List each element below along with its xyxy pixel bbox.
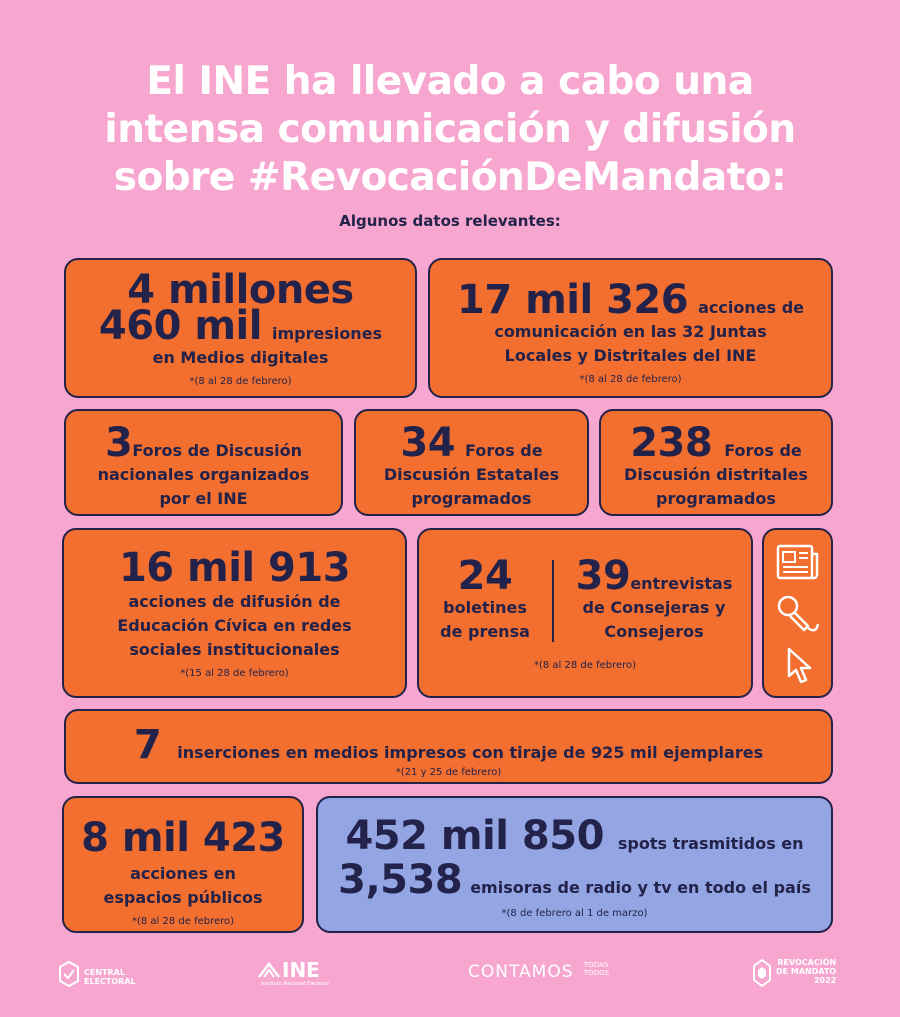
entrevistas-block: [559, 553, 749, 644]
card-espacios-publicos: [62, 796, 304, 933]
card-foros-nacionales: [64, 409, 343, 516]
impresiones-big-1: 4 millones: [127, 267, 354, 313]
foros-estatales-text-1: Foros de: [465, 441, 543, 460]
foros-estatales-text-3: programados: [411, 489, 532, 508]
entrevistas-text-1: entrevistas: [630, 574, 733, 593]
central-electoral-text: [84, 968, 136, 986]
boletines-big: 24: [457, 553, 513, 599]
subtitle: Algunos datos relevantes:: [339, 212, 561, 230]
inserciones-note: *(21 y 25 de febrero): [395, 767, 502, 778]
title-line-1: El INE ha llevado a cabo una: [146, 59, 754, 104]
foros-distritales-text-1: Foros de: [724, 441, 802, 460]
central-electoral-icon: [58, 960, 80, 988]
impresiones-text-1: impresiones: [271, 324, 383, 343]
acciones-comunicacion-note: *(8 al 28 de febrero): [579, 374, 682, 385]
ine-logo-sub: Instituto Nacional Electoral: [261, 981, 329, 987]
difusion-civica-note: *(15 al 28 de febrero): [180, 668, 289, 679]
inserciones-text: inserciones en medios impresos con tiraje de 925 mil ejemplares: [177, 743, 764, 762]
card-acciones-comunicacion: [428, 258, 833, 398]
card-spots: [316, 796, 833, 933]
contamos-logo: [468, 956, 628, 996]
revocacion-line-1: REVOCACIÓN: [777, 958, 837, 967]
foros-estatales-text-2: Discusión Estatales: [383, 465, 560, 484]
acciones-comunicacion-text-1: acciones de: [698, 298, 804, 317]
acciones-comunicacion-text-3: Locales y Distritales del INE: [504, 346, 757, 365]
difusion-civica-text-2: Educación Cívica en redes: [117, 616, 352, 635]
foros-estatales-big: 34: [400, 420, 456, 466]
revocacion-text: [776, 958, 836, 985]
card-foros-estatales: [354, 409, 589, 516]
impresiones-text-2: en Medios digitales: [152, 348, 329, 367]
ine-mark-icon: [258, 962, 280, 978]
foros-nacionales-text-2: nacionales organizados: [97, 465, 310, 484]
spots-text-1: spots trasmitidos en: [617, 834, 804, 853]
foros-distritales-text-3: programados: [656, 489, 776, 508]
revocacion-icon: [752, 958, 772, 988]
contamos-todas: TODAS: [584, 961, 609, 969]
spots-big-1: 452 mil 850: [345, 813, 604, 859]
foros-nacionales-big: 3: [104, 420, 133, 466]
revocacion-year: 2022: [813, 976, 837, 985]
spots-note: *(8 de febrero al 1 de marzo): [501, 908, 648, 919]
acciones-comunicacion-big: 17 mil 326: [456, 277, 689, 323]
espacios-publicos-text-2: espacios públicos: [103, 888, 263, 907]
card-impresiones: [64, 258, 417, 398]
difusion-civica-big: 16 mil 913: [118, 545, 351, 591]
cursor-icon: [786, 646, 816, 686]
prensa-note: *(8 al 28 de febrero): [533, 660, 637, 671]
entrevistas-text-3: Consejeros: [604, 622, 704, 641]
difusion-civica-text-3: sociales institucionales: [129, 640, 340, 659]
revocacion-line-2: DE MANDATO: [776, 967, 837, 976]
boletines-block: [425, 553, 545, 644]
impresiones-big-2: 460 mil: [98, 303, 262, 349]
card-foros-distritales: [599, 409, 833, 516]
revocacion-logo: [752, 956, 852, 996]
impresiones-note: *(8 al 28 de febrero): [189, 376, 292, 387]
card-prensa: [417, 528, 753, 698]
entrevistas-big: 39: [575, 553, 631, 599]
newspaper-icon: [776, 542, 820, 582]
espacios-publicos-text-1: acciones en: [130, 864, 236, 883]
title-line-3: sobre #RevocaciónDeMandato:: [113, 155, 787, 200]
title-line-2: intensa comunicación y difusión: [104, 107, 796, 152]
card-inserciones: [64, 709, 833, 784]
entrevistas-text-2: de Consejeras y: [582, 598, 726, 617]
contamos-todos: TODOS: [584, 969, 610, 977]
central-electoral-logo: [58, 956, 138, 996]
acciones-comunicacion-text-2: comunicación en las 32 Juntas: [494, 322, 767, 341]
microphone-icon: [776, 594, 824, 638]
ine-logo-text: INE: [282, 958, 320, 982]
ine-logo: [250, 956, 340, 996]
foros-distritales-big: 238: [630, 420, 713, 466]
spots-text-2: emisoras de radio y tv en todo el país: [470, 878, 811, 897]
card-icons: [762, 528, 833, 698]
page-title: [0, 58, 900, 202]
foros-nacionales-text-3: por el INE: [159, 489, 248, 508]
central-electoral-line-1: CENTRAL: [84, 968, 125, 977]
contamos-sub: [584, 961, 609, 977]
espacios-publicos-big: 8 mil 423: [81, 815, 285, 861]
boletines-text-2: de prensa: [440, 622, 530, 641]
foros-nacionales-text-1: Foros de Discusión: [132, 441, 303, 460]
spots-big-2: 3,538: [338, 857, 463, 903]
foros-distritales-text-2: Discusión distritales: [624, 465, 808, 484]
inserciones-big: 7: [133, 722, 162, 768]
espacios-publicos-note: *(8 al 28 de febrero): [131, 916, 235, 927]
contamos-text: CONTAMOS: [468, 962, 574, 982]
prensa-divider: [552, 560, 554, 642]
difusion-civica-text-1: acciones de difusión de: [128, 592, 341, 611]
boletines-text-1: boletines: [443, 598, 527, 617]
central-electoral-line-2: ELECTORAL: [84, 977, 136, 986]
card-difusion-civica: [62, 528, 407, 698]
